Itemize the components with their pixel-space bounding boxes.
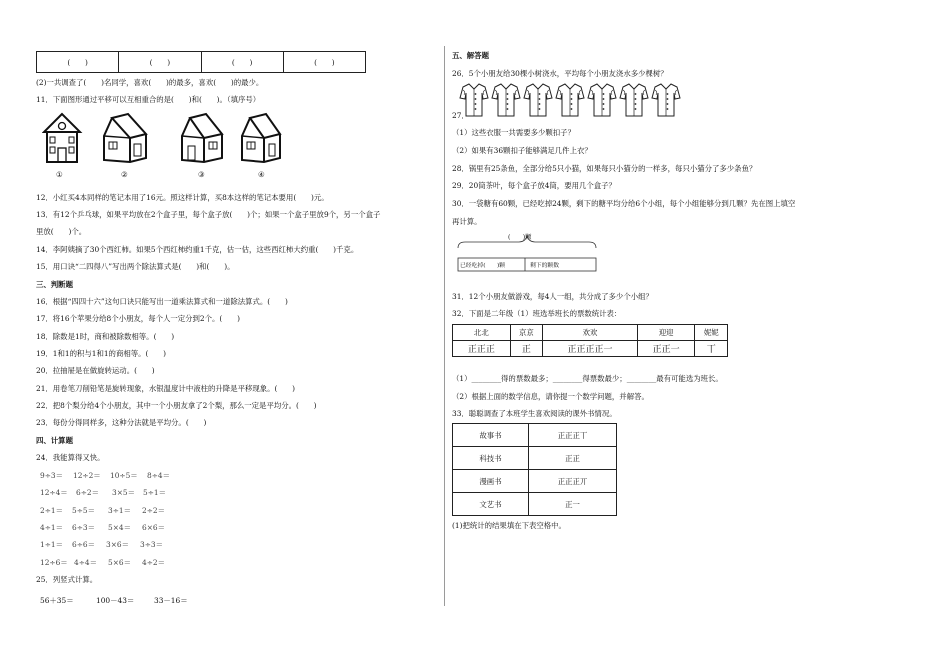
question-20: 20．拉抽屉是在做旋转运动。( ) [36,366,155,375]
table-row [453,424,617,447]
table-cell: 丅 [695,341,728,357]
shirt-icon [620,84,648,116]
calc-item: 4÷2＝ [142,558,165,567]
question-31: 31．12个小朋友做游戏，每4人一组，共分成了多少个小组？ [452,292,653,301]
question-22: 22．把8个梨分给4个小朋友，其中一个小朋友拿了2个梨，那么一定是平均分。( ) [36,401,317,410]
shirt-icon [524,84,552,116]
table-cell: 正正正丅 [529,424,617,447]
question-28: 28．锅里有25条鱼，全部分给5只小猫，如果每只小猫分的一样多，每只小猫分了多少条鱼？ [452,164,757,173]
question-27-2: （2）如果有36颗扣子能够满足几件上衣？ [452,146,592,155]
question-30: 30．一袋糖有60颗，已经吃掉24颗，剩下的糖平均分给6个小组，每个小组能够分到几颗？先在图上填空 [452,199,796,208]
question-16: 16．根据“四四十六”这句口诀只能写出一道乘法算式和一道除法算式。( ) [36,297,288,306]
question-27: 27． [452,111,469,120]
houses-figure [42,112,282,176]
table-row [453,341,728,357]
shirt-icon [492,84,520,116]
question-32-2: （2）根据上面的数学信息，请你提一个数学问题，并解答。 [452,392,649,401]
vertical-calc-item: 56＋35＝ [40,596,74,605]
table-cell: 迎迎 [637,325,695,341]
question-15: 15．用口诀“二四得八”写出两个除法算式是( )和( )。 [36,262,235,271]
house-2-icon [104,114,146,162]
question-33: 33．聪聪调查了本班学生喜欢阅读的课外书情况。 [452,409,617,418]
shirts-figure [458,82,688,118]
question-30-cont: 再计算。 [452,217,482,226]
calc-item: 2÷1＝ [40,506,63,515]
question-25: 25．列竖式计算。 [36,575,98,584]
calc-item: 3×6＝ [106,540,129,549]
question-18: 18．除数是1时，商和被除数相等。( ) [36,332,175,341]
table-cell: ( ) [201,52,283,73]
top-survey-table [36,51,366,73]
calc-item: 2÷2＝ [142,506,165,515]
calc-item: 6÷6＝ [72,540,95,549]
question-12: 12．小红买4本同样的笔记本用了16元。照这样计算，买8本这样的笔记本要用( )元。 [36,193,329,202]
calc-item: 8÷4＝ [147,471,170,480]
calc-item: 10÷5＝ [110,471,138,480]
question-14: 14．李阿姨摘了30个西红柿。如果5个西红柿约重1千克，估一估，这些西红柿大约重( )千克。 [36,245,359,254]
table-cell: 京京 [510,325,543,341]
table-cell: 欢欢 [543,325,638,341]
calc-item: 3×5＝ [112,488,135,497]
brace-top-label: ( )颗 [508,234,532,241]
question-24: 24．我能算得又快。 [36,453,105,462]
vote-table [452,324,728,357]
calc-item: 6×6＝ [142,523,165,532]
table-cell: 漫画书 [453,470,529,493]
section-answer-heading: 五、解答题 [452,51,489,60]
table-row [37,52,366,73]
table-cell: 正一 [529,493,617,516]
calc-item: 3÷3＝ [140,540,163,549]
question-17: 17．将16个苹果分给8个小朋友，每个人一定分到2个。( ) [36,314,240,323]
calc-item: 1÷1＝ [40,540,63,549]
question-23: 23．每份分得同样多，这种分法就是平均分。( ) [36,418,207,427]
table-cell: ( ) [119,52,201,73]
book-tally-table [452,423,617,516]
question-27-1: （1）这些衣服一共需要多少颗扣子？ [452,128,575,137]
table-cell: 正正正丌 [529,470,617,493]
calc-item: 5÷1＝ [143,488,166,497]
question-33-1: (1)把统计的结果填在下表空格中。 [452,521,566,530]
vertical-calc-item: 33－16＝ [154,596,188,605]
shirt-icon [588,84,616,116]
brace-left-label: 已经吃掉( )颗 [460,263,506,269]
table-cell: 正正一 [637,341,695,357]
house-label-1: ① [56,170,63,179]
table-cell: 文艺书 [453,493,529,516]
house-label-4: ④ [258,170,265,179]
calc-item: 6÷3＝ [72,523,95,532]
question-29: 29．20筒茶叶，每个盒子放4筒，要用几个盒子？ [452,181,616,190]
table-row [453,447,617,470]
calc-item: 4÷1＝ [40,523,63,532]
table-cell: 正正正正一 [543,341,638,357]
table-cell: 北北 [453,325,511,341]
table-row [453,470,617,493]
vertical-calc-item: 100－43＝ [96,596,135,605]
calc-item: 5×6＝ [108,558,131,567]
house-3-icon [182,114,222,162]
section-judgement-heading: 三、判断题 [36,280,73,289]
house-1-icon [44,114,80,162]
calc-item: 5÷5＝ [72,506,95,515]
house-label-3: ③ [198,170,205,179]
shirt-icon [556,84,584,116]
calc-item: 9÷3＝ [40,471,63,480]
calc-item: 4÷4＝ [74,558,97,567]
calc-item: 12÷4＝ [40,488,68,497]
calc-item: 12÷6＝ [40,558,68,567]
question-11: 11．下面图形通过平移可以互相重合的是( )和( )。（填序号） [36,95,261,104]
house-label-2: ② [121,170,128,179]
question-10-2: (2)一共调查了( )名同学，喜欢( )的最多，喜欢( )的最少。 [36,78,264,87]
question-26: 26．5个小朋友给30棵小树浇水，平均每个小朋友浇水多少棵树？ [452,69,668,78]
table-cell: 正正正 [453,341,511,357]
column-divider [444,46,445,606]
question-21: 21．用卷笔刀削铅笔是旋转现象，水银温度计中液柱的升降是平移现象。( ) [36,384,296,393]
question-19: 19．1和1的积与1和1的商相等。( ) [36,349,167,358]
shirt-icon [652,84,680,116]
calc-item: 12÷2＝ [73,471,101,480]
table-cell: 正正 [529,447,617,470]
question-13: 13．有12个乒乓球，如果平均放在2个盒子里，每个盒子放( )个；如果一个盒子里放9个，另一个盒子 [36,210,381,219]
question-32-1: （1）________得的票数最多；________得票数最少；________最有可能选为班长。 [452,374,723,383]
table-cell: 正 [510,341,543,357]
calc-item: 3÷1＝ [108,506,131,515]
question-32: 32．下面是二年级（1）班选举班长的票数统计表： [452,309,622,318]
calc-item: 6÷2＝ [76,488,99,497]
table-row [453,325,728,341]
table-cell: ( ) [283,52,365,73]
question-13-cont: 里放( )个。 [36,227,87,236]
section-calculation-heading: 四、计算题 [36,436,73,445]
table-cell: 科技书 [453,447,529,470]
table-cell: 故事书 [453,424,529,447]
table-cell: ( ) [37,52,119,73]
table-cell: 妮妮 [695,325,728,341]
table-row [453,493,617,516]
calc-item: 5×4＝ [108,523,131,532]
brace-right-label: 剩下的颗数 [530,263,559,269]
house-4-icon [242,114,280,162]
